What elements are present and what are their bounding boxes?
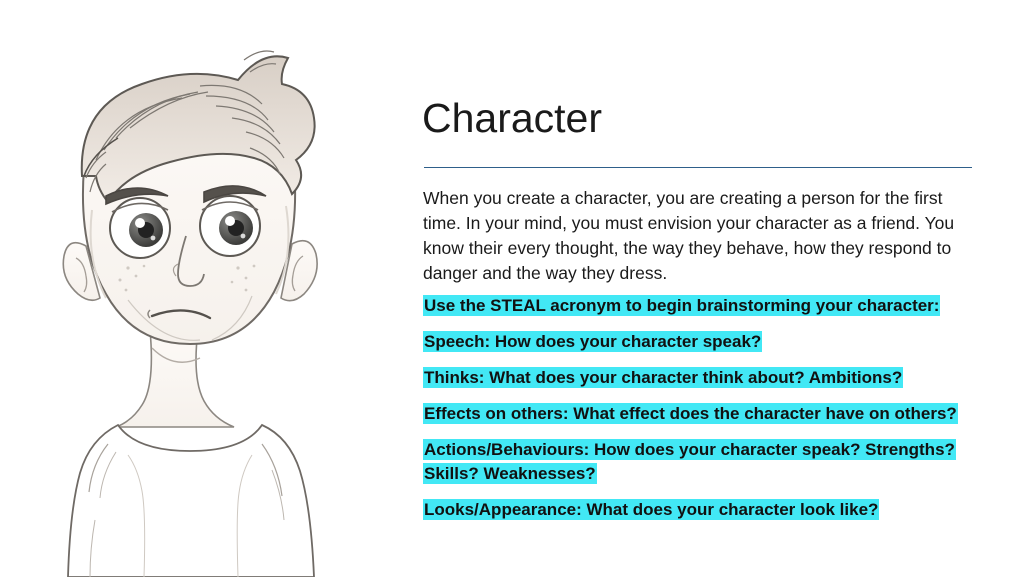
list-item bbox=[423, 366, 995, 390]
intro-paragraph: When you create a character, you are creating a person for the first time. In your mind, you must envision your character as a friend. You know their every thought, the way they behave, how they respond to danger and the way they dress. bbox=[423, 188, 955, 283]
steal-item-text-2: Thinks: What does your character think about? Ambitions? bbox=[424, 368, 903, 387]
list-item bbox=[423, 330, 995, 354]
page-title: Character bbox=[422, 95, 603, 141]
list-item bbox=[423, 438, 995, 486]
list-item bbox=[423, 498, 995, 522]
steal-item-text-4: Actions/Behaviours: How does your character speak? Strengths? Skills? Weaknesses? bbox=[424, 440, 955, 483]
list-item bbox=[423, 402, 995, 426]
steal-item-text-1: Speech: How does your character speak? bbox=[424, 332, 762, 351]
sketch-svg bbox=[0, 0, 390, 577]
content-panel bbox=[422, 0, 1002, 577]
steal-item-text-3: Effects on others: What effect does the character have on others? bbox=[424, 404, 957, 423]
list-item bbox=[423, 294, 995, 318]
steal-item-text-0: Use the STEAL acronym to begin brainstorming your character: bbox=[424, 296, 940, 315]
steal-list bbox=[423, 294, 995, 534]
title-divider bbox=[424, 167, 972, 168]
steal-item-text-5: Looks/Appearance: What does your character look like? bbox=[424, 500, 879, 519]
character-sketch-image bbox=[0, 0, 390, 577]
